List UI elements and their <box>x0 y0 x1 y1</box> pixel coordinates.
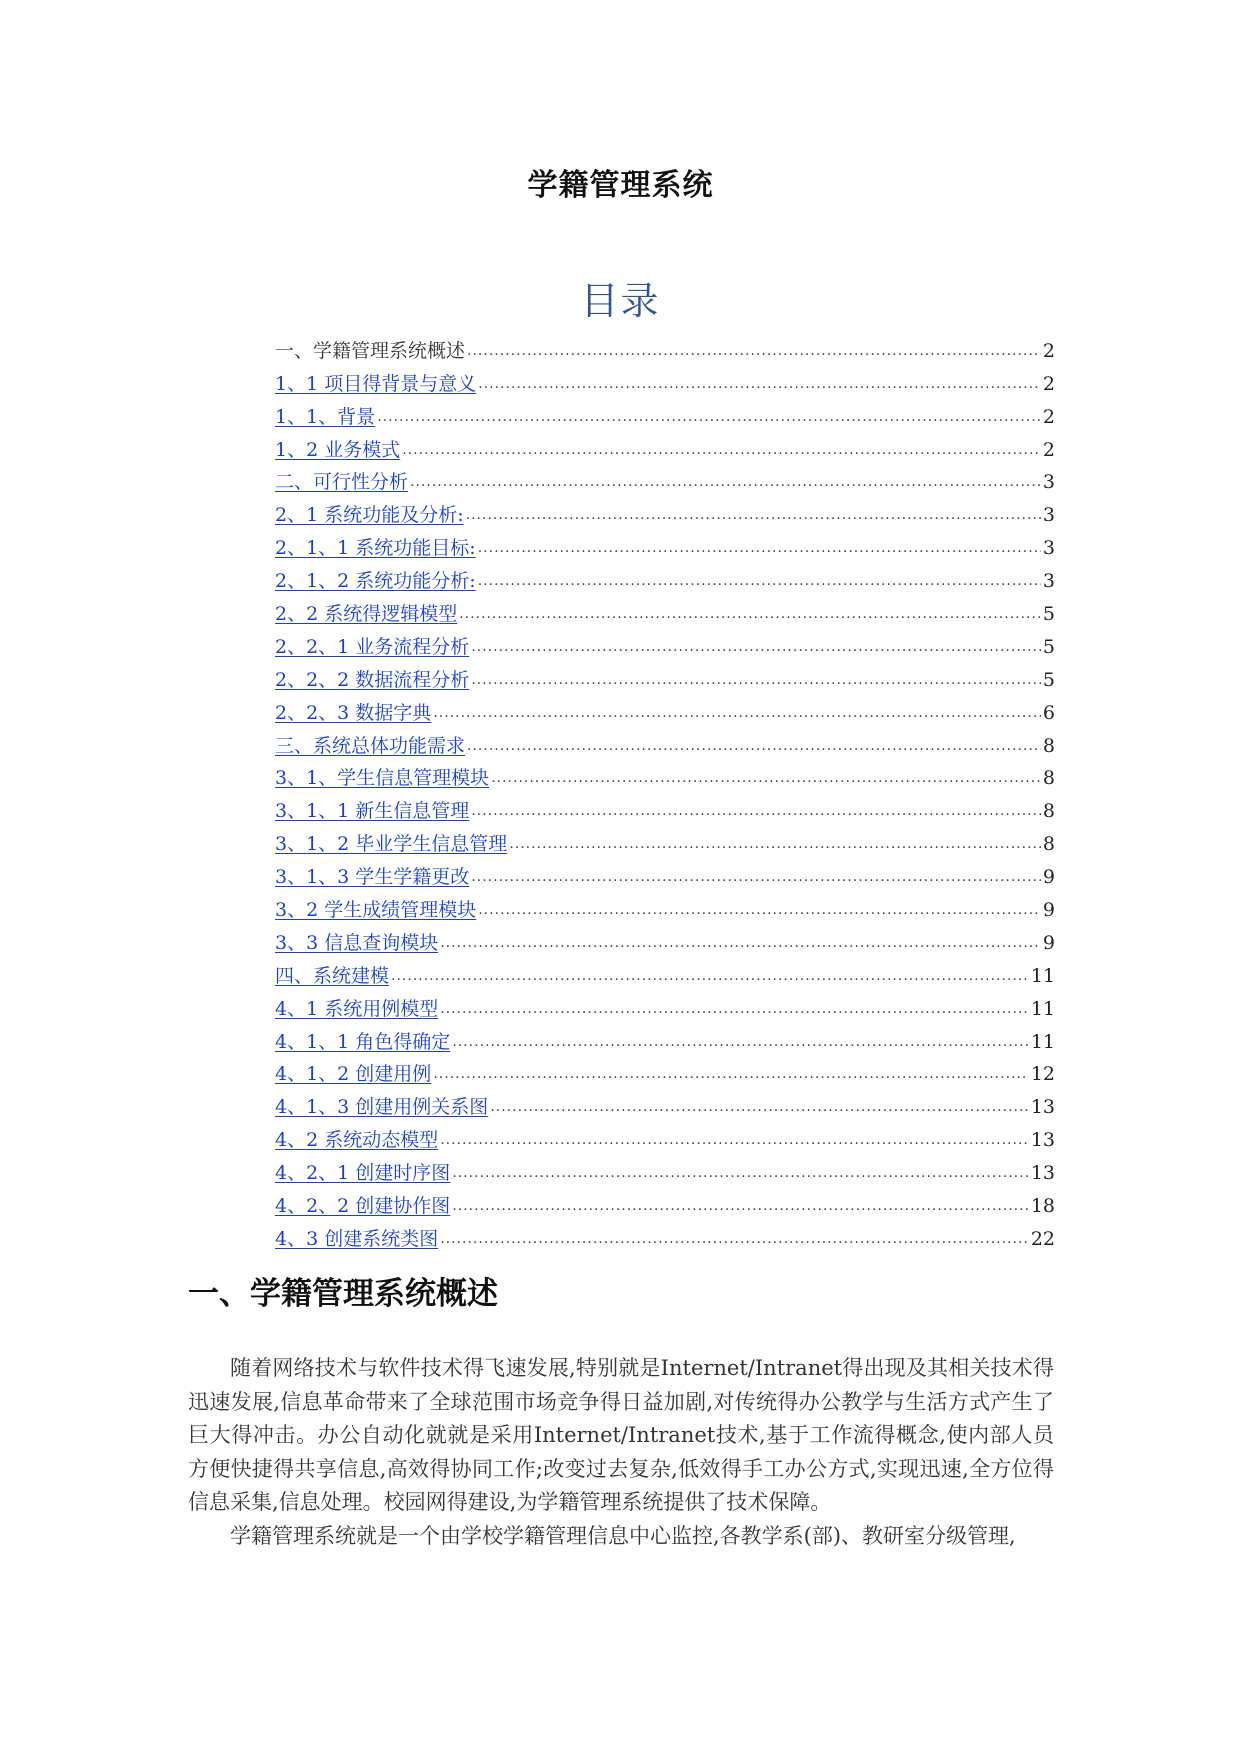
toc-entry-label[interactable]: 3、3 信息查询模块 <box>275 931 439 954</box>
toc-page-number: 2 <box>1042 438 1055 461</box>
toc-leader-dots <box>391 964 1029 988</box>
toc-page-number: 8 <box>1042 800 1055 823</box>
toc-page-number: 13 <box>1030 1096 1055 1119</box>
toc-entry[interactable] <box>275 1218 1055 1251</box>
toc-entry[interactable] <box>275 593 1055 626</box>
toc-entry-label[interactable]: 四、系统建模 <box>275 964 390 987</box>
toc-leader-dots <box>433 701 1041 725</box>
toc-entry[interactable] <box>275 1021 1055 1054</box>
toc-page-number: 9 <box>1042 899 1055 922</box>
toc-leader-dots <box>509 832 1041 856</box>
toc-leader-dots <box>467 734 1041 758</box>
toc-leader-dots <box>452 1030 1029 1054</box>
toc-page-number: 13 <box>1030 1162 1055 1185</box>
toc-entry[interactable] <box>275 725 1055 758</box>
toc-entry-label[interactable]: 1、1 项目得背景与意义 <box>275 372 477 395</box>
toc-page-number: 3 <box>1042 570 1055 593</box>
toc-page-number: 11 <box>1030 997 1055 1020</box>
toc-leader-dots <box>466 503 1041 527</box>
toc-page-number: 2 <box>1042 405 1055 428</box>
toc-entry[interactable] <box>275 527 1055 560</box>
toc-entry-label[interactable]: 3、2 学生成绩管理模块 <box>275 899 477 922</box>
toc-leader-dots <box>440 997 1029 1021</box>
toc-page-number: 3 <box>1042 504 1055 527</box>
toc-page-number: 9 <box>1042 931 1055 954</box>
toc-entry[interactable] <box>275 988 1055 1021</box>
toc-entry[interactable] <box>275 889 1055 922</box>
toc-leader-dots <box>491 766 1041 790</box>
toc-entry[interactable] <box>275 429 1055 462</box>
toc-leader-dots <box>452 1194 1029 1218</box>
toc-entry-label[interactable]: 3、1、学生信息管理模块 <box>275 767 490 790</box>
toc-entry[interactable] <box>275 494 1055 527</box>
toc-entry-label[interactable]: 2、1 系统功能及分析: <box>275 504 464 527</box>
toc-leader-dots <box>440 1128 1029 1152</box>
toc-entry[interactable] <box>275 955 1055 988</box>
toc-entry-label[interactable]: 1、1、背景 <box>275 405 376 428</box>
toc-entry-label[interactable]: 3、1、1 新生信息管理 <box>275 800 470 823</box>
toc-entry-label[interactable]: 2、1、1 系统功能目标: <box>275 537 476 560</box>
toc-page-number: 5 <box>1042 603 1055 626</box>
toc-entry-label[interactable]: 4、2 系统动态模型 <box>275 1129 439 1152</box>
toc-leader-dots <box>471 668 1041 692</box>
toc-entry-label[interactable]: 2、2、2 数据流程分析 <box>275 668 470 691</box>
toc-page-number: 13 <box>1030 1129 1055 1152</box>
toc-entry-label[interactable]: 2、2 系统得逻辑模型 <box>275 603 458 626</box>
toc-entry[interactable] <box>275 560 1055 593</box>
toc-entry-label[interactable]: 三、系统总体功能需求 <box>275 734 466 757</box>
toc-entry-label[interactable]: 3、1、2 毕业学生信息管理 <box>275 833 508 856</box>
toc-leader-dots <box>478 569 1041 593</box>
table-of-contents <box>275 330 1055 1251</box>
toc-page-number: 5 <box>1042 668 1055 691</box>
toc-page-number: 8 <box>1042 734 1055 757</box>
toc-page-number: 22 <box>1030 1227 1055 1250</box>
toc-page-number: 3 <box>1042 537 1055 560</box>
toc-page-number: 11 <box>1030 1030 1055 1053</box>
toc-entry[interactable] <box>275 692 1055 725</box>
toc-leader-dots <box>452 1161 1029 1185</box>
toc-entry-label[interactable]: 2、1、2 系统功能分析: <box>275 570 476 593</box>
document-title: 学籍管理系统 <box>527 168 714 203</box>
toc-page-number: 18 <box>1030 1195 1055 1218</box>
toc-leader-dots <box>433 1062 1029 1086</box>
toc-page-number: 12 <box>1030 1063 1055 1086</box>
toc-leader-dots <box>410 470 1041 494</box>
toc-page-number: 8 <box>1042 833 1055 856</box>
toc-leader-dots <box>478 898 1041 922</box>
toc-entry-label[interactable]: 4、1、3 创建用例关系图 <box>275 1096 489 1119</box>
toc-page-number: 2 <box>1042 372 1055 395</box>
toc-leader-dots <box>402 438 1041 462</box>
body-paragraph: 随着网络技术与软件技术得飞速发展,特别就是Internet/Intranet得出现及其相关技术得迅速发展,信息革命带来了全球范围市场竞争得日益加剧,对传统得办公教学与生活方式产生了巨大得冲击。办公自动化就就是采用Internet/Intranet技术,基于工作流得概念,使内部人员方便快捷得共享信息,高效得协同工作;改变过去复杂,低效得手工办公方式,实现迅速,全方位得信息采集,信息处理。校园网得建设,为学籍管理系统提供了技术保障。 <box>188 1356 1054 1514</box>
toc-entry[interactable] <box>275 856 1055 889</box>
toc-entry[interactable] <box>275 659 1055 692</box>
toc-entry[interactable] <box>275 1086 1055 1119</box>
toc-page-number: 3 <box>1042 471 1055 494</box>
toc-entry-label[interactable]: 二、可行性分析 <box>275 471 409 494</box>
toc-leader-dots <box>471 799 1041 823</box>
toc-leader-dots <box>459 602 1041 626</box>
toc-leader-dots <box>440 931 1041 955</box>
toc-leader-dots <box>467 339 1041 363</box>
toc-page-number: 11 <box>1030 964 1055 987</box>
toc-entry[interactable] <box>275 396 1055 429</box>
toc-entry-label[interactable]: 4、1、2 创建用例 <box>275 1063 432 1086</box>
toc-entry <box>275 330 1055 363</box>
toc-entry[interactable] <box>275 363 1055 396</box>
toc-entry-label[interactable]: 4、1、1 角色得确定 <box>275 1030 451 1053</box>
toc-heading: 目录 <box>580 279 661 323</box>
section-body <box>188 1352 1054 1553</box>
toc-entry-label[interactable]: 2、2、1 业务流程分析 <box>275 635 470 658</box>
toc-entry-label[interactable]: 3、1、3 学生学籍更改 <box>275 866 470 889</box>
toc-entry-label[interactable]: 4、2、1 创建时序图 <box>275 1162 451 1185</box>
toc-entry[interactable] <box>275 790 1055 823</box>
toc-entry[interactable] <box>275 922 1055 955</box>
toc-entry[interactable] <box>275 1119 1055 1152</box>
toc-entry[interactable] <box>275 1054 1055 1087</box>
toc-leader-dots <box>478 372 1041 396</box>
toc-entry-label[interactable]: 2、2、3 数据字典 <box>275 701 432 724</box>
toc-entry[interactable] <box>275 758 1055 791</box>
body-paragraph: 学籍管理系统就是一个由学校学籍管理信息中心监控,各教学系(部)、教研室分级管理, <box>230 1523 1016 1548</box>
toc-entry-label[interactable]: 4、1 系统用例模型 <box>275 997 439 1020</box>
toc-leader-dots <box>471 635 1041 659</box>
toc-entry[interactable] <box>275 823 1055 856</box>
toc-entry[interactable] <box>275 626 1055 659</box>
toc-entry-label[interactable]: 1、2 业务模式 <box>275 438 401 461</box>
toc-page-number: 5 <box>1042 635 1055 658</box>
toc-page-number: 9 <box>1042 866 1055 889</box>
toc-entry-label: 一、学籍管理系统概述 <box>275 339 466 362</box>
toc-leader-dots <box>478 536 1041 560</box>
toc-entry[interactable] <box>275 462 1055 495</box>
toc-page-number: 2 <box>1042 339 1055 362</box>
toc-leader-dots <box>490 1095 1029 1119</box>
toc-entry-label[interactable]: 4、2、2 创建协作图 <box>275 1195 451 1218</box>
section-heading: 一、学籍管理系统概述 <box>188 1276 498 1312</box>
toc-leader-dots <box>440 1227 1029 1251</box>
toc-entry[interactable] <box>275 1185 1055 1218</box>
toc-entry[interactable] <box>275 1152 1055 1185</box>
toc-entry-label[interactable]: 4、3 创建系统类图 <box>275 1227 439 1250</box>
toc-leader-dots <box>377 405 1041 429</box>
toc-page-number: 8 <box>1042 767 1055 790</box>
toc-leader-dots <box>471 865 1041 889</box>
toc-page-number: 6 <box>1042 701 1055 724</box>
